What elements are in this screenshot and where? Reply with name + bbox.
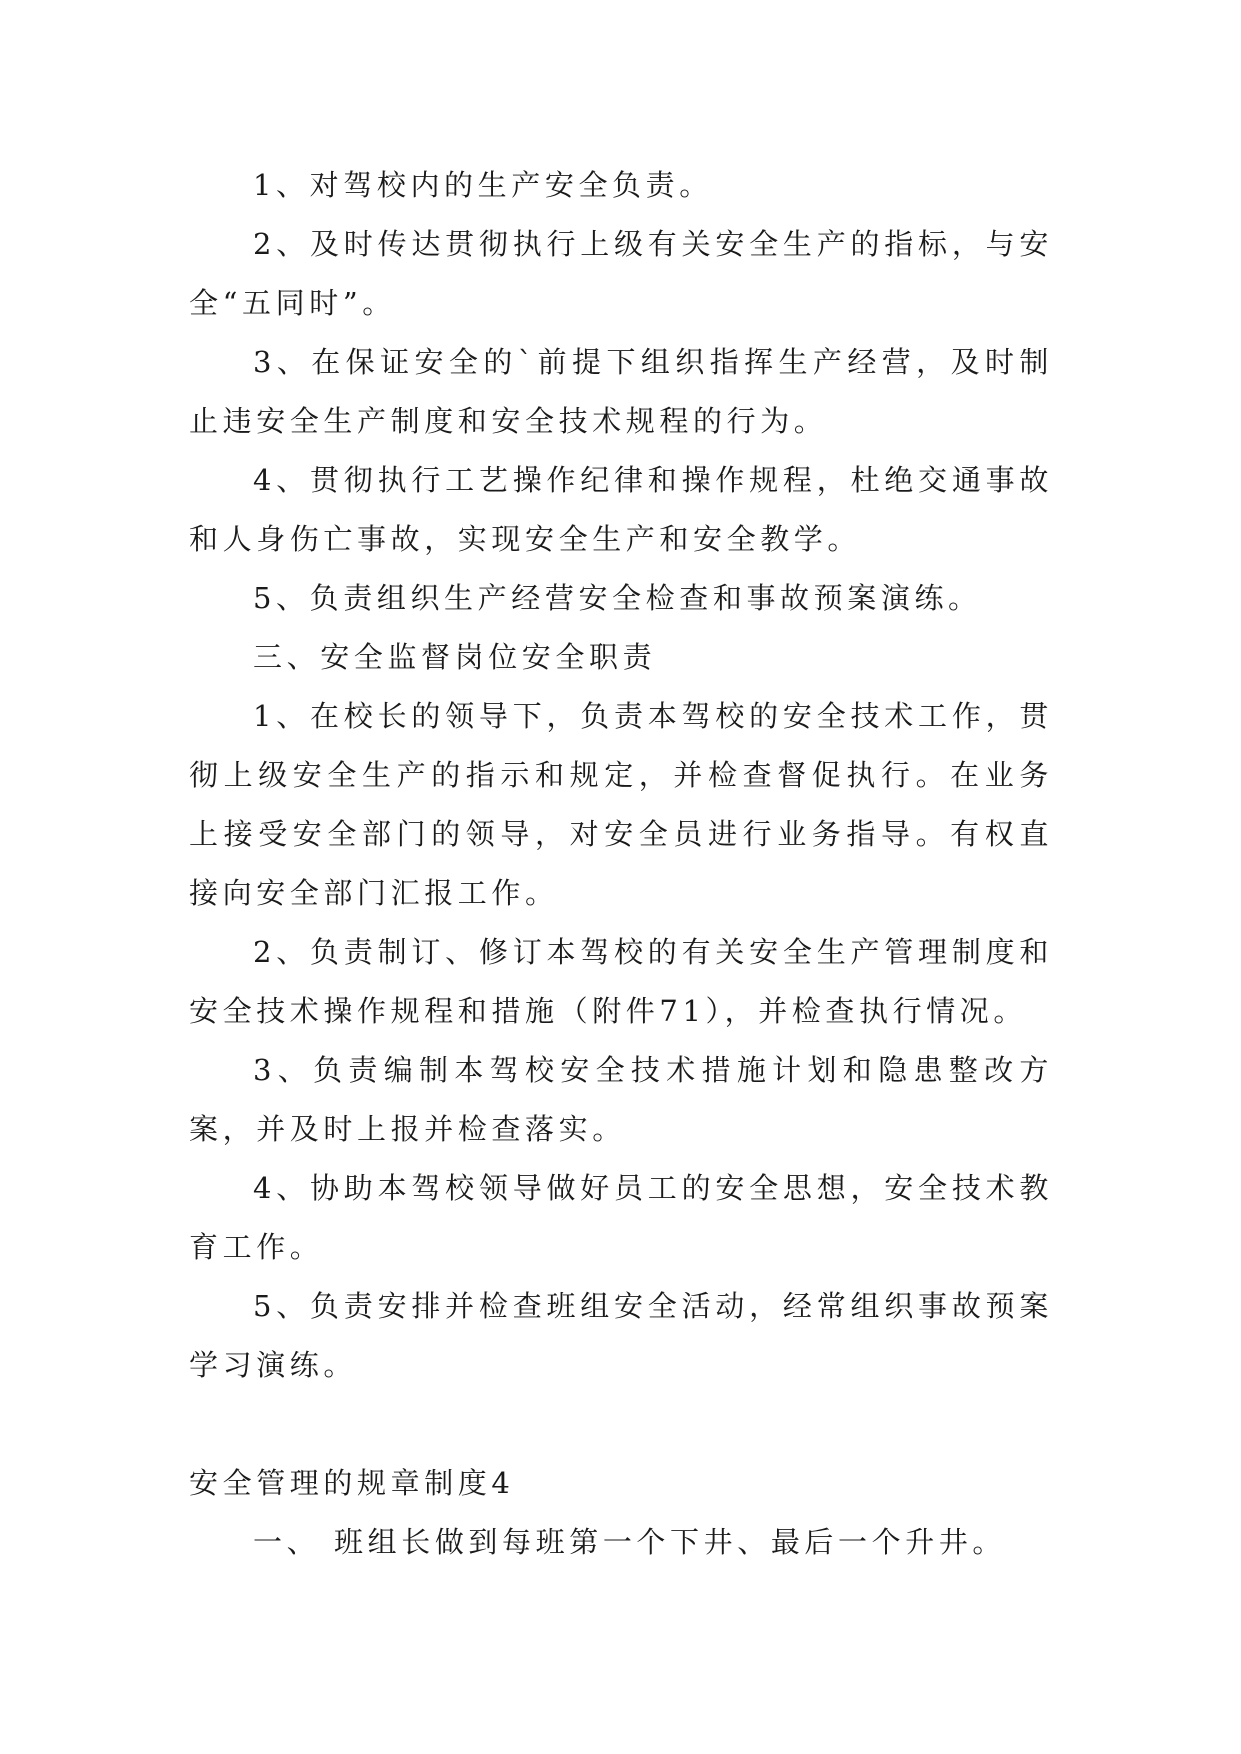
paragraph-duty-4: 4、贯彻执行工艺操作纪律和操作规程，杜绝交通事故和人身伤亡事故，实现安全生产和安全教学。 [189,463,1053,556]
paragraph-duty-5: 5、负责组织生产经营安全检查和事故预案演练。 [253,581,982,615]
paragraph-supervision-5: 5、负责安排并检查班组安全活动，经常组织事故预案学习演练。 [189,1289,1053,1382]
paragraph-rules4-item-1: 一、 班组长做到每班第一个下井、最后一个升井。 [253,1525,1007,1559]
paragraph-duty-1: 1、对驾校内的生产安全负责。 [253,168,713,202]
paragraph-supervision-4: 4、协助本驾校领导做好员工的安全思想，安全技术教育工作。 [189,1171,1053,1264]
paragraph-supervision-3: 3、负责编制本驾校安全技术措施计划和隐患整改方案，并及时上报并检查落实。 [189,1053,1053,1146]
document-body [189,156,1053,1572]
paragraph-duty-3: 3、在保证安全的`前提下组织指挥生产经营，及时制止违安全生产制度和安全技术规程的行为。 [189,345,1053,438]
paragraph-supervision-2: 2、负责制订、修订本驾校的有关安全生产管理制度和安全技术操作规程和措施（附件71），并检查执行情况。 [189,935,1053,1028]
paragraph-duty-2: 2、及时传达贯彻执行上级有关安全生产的指标，与安全“五同时”。 [189,227,1053,320]
section-title-rules-4: 安全管理的规章制度4 [189,1466,515,1500]
section-heading-safety-supervision: 三、安全监督岗位安全职责 [253,640,657,674]
paragraph-supervision-1: 1、在校长的领导下，负责本驾校的安全技术工作，贯彻上级安全生产的指示和规定，并检查督促执行。在业务上接受安全部门的领导，对安全员进行业务指导。有权直接向安全部门汇报工作。 [189,699,1053,910]
